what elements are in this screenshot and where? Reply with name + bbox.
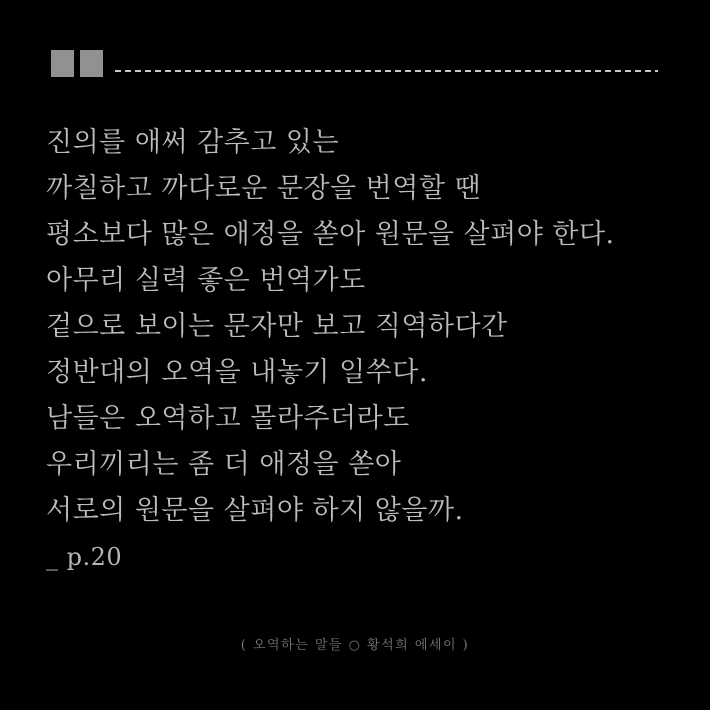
page-reference: _ p.20 (46, 543, 123, 571)
quote-line: 까칠하고 까다로운 문장을 번역할 땐 (46, 173, 482, 204)
quote-line: 아무리 실력 좋은 번역가도 (46, 265, 366, 296)
dashed-divider (115, 70, 658, 72)
quote-line: 정반대의 오역을 내놓기 일쑤다. (46, 357, 428, 388)
book-caption: ( 오역하는 말들 ○ 황석희 에세이 ) (240, 638, 470, 653)
header-square-icon (80, 50, 103, 77)
quote-text-block (46, 120, 680, 580)
quote-line: 평소보다 많은 애정을 쏟아 원문을 살펴야 한다. (46, 219, 615, 250)
quote-line: 우리끼리는 좀 더 애정을 쏟아 (46, 449, 402, 480)
quote-line: 남들은 오역하고 몰라주더라도 (46, 403, 410, 434)
header-square-icon (51, 50, 74, 77)
quote-line: 겉으로 보이는 문자만 보고 직역하다간 (46, 311, 508, 342)
quote-line: 서로의 원문을 살펴야 하지 않을까. (46, 495, 464, 526)
quote-line: 진의를 애써 감추고 있는 (46, 127, 340, 158)
